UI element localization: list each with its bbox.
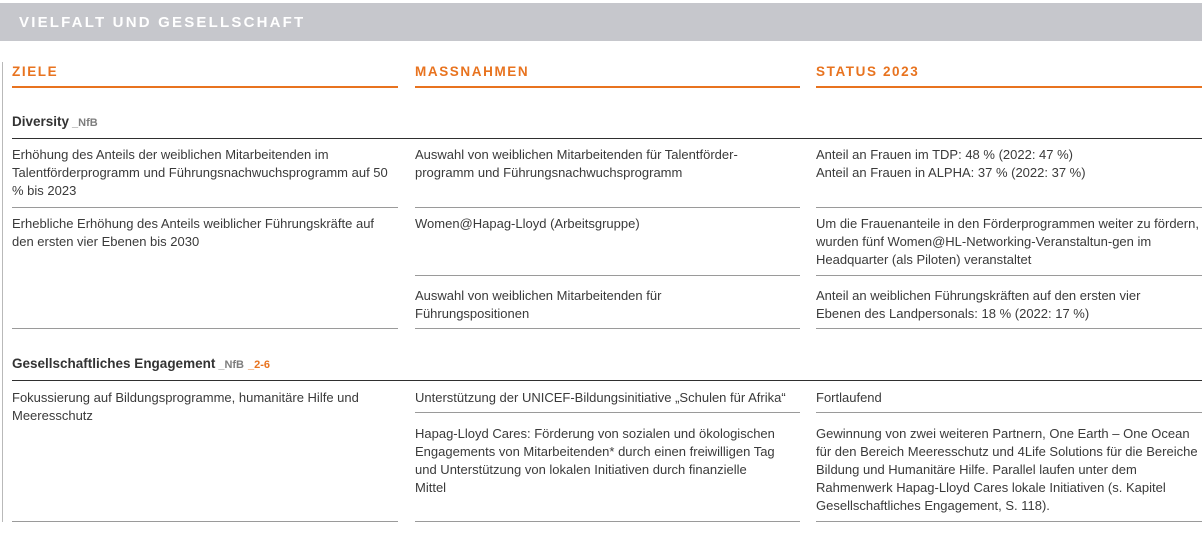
diversity-status-1-line-2: Anteil an Frauen in ALPHA: 37 % (2022: 37 %) (816, 165, 1086, 180)
diversity-heading-text: Diversity (12, 114, 70, 129)
section-banner (0, 3, 1202, 41)
engagement-goal-1: Fokussierung auf Bildungsprogramme, humanitäre Hilfe und Meeresschutz (12, 390, 359, 423)
row-separator (816, 328, 1202, 329)
row-separator (415, 328, 800, 329)
engagement-measure-1: Unterstützung der UNICEF-Bildungsinitiative „Schulen für Afrika“ (415, 390, 786, 405)
engagement-heading-rule (12, 380, 1202, 381)
row-separator (12, 328, 398, 329)
row-separator (816, 275, 1202, 276)
row-separator (415, 275, 800, 276)
row-separator (816, 207, 1202, 208)
engagement-gri-ref: _2-6 (248, 359, 271, 371)
diversity-status-2: Um die Frauenanteile in den Förderprogrammen weiter zu fördern, wurden fünf Women@HL-Networking-Veranstaltun-gen im Headquarter (als Piloten) veranstaltet (816, 216, 1199, 267)
diversity-measure-3: Auswahl von weiblichen Mitarbeitenden für Führungspositionen (415, 288, 662, 321)
section-heading-engagement (12, 356, 270, 376)
section-heading-diversity (12, 114, 98, 134)
column-header-status: STATUS 2023 (816, 64, 1202, 88)
diversity-measure-2: Women@Hapag-Lloyd (Arbeitsgruppe) (415, 216, 640, 231)
diversity-status-1 (816, 146, 1196, 182)
row-separator (415, 412, 800, 413)
column-header-ziele: ZIELE (12, 64, 398, 88)
diversity-goal-1: Erhöhung des Anteils der weiblichen Mitarbeitenden im Talentförderprogramm und Führungsnachwuchsprogramm auf 50 % bis 2023 (12, 147, 388, 198)
engagement-heading-text: Gesellschaftliches Engagement (12, 356, 216, 371)
diversity-status-3: Anteil an weiblichen Führungskräften auf den ersten vier Ebenen des Landpersonals: 18 % (2022: 17 %) (816, 288, 1141, 321)
engagement-status-1: Fortlaufend (816, 390, 882, 405)
row-separator (415, 521, 800, 522)
diversity-goal-2: Erhebliche Erhöhung des Anteils weiblicher Führungskräfte auf den ersten vier Ebenen bis 2030 (12, 216, 375, 249)
row-separator (12, 207, 398, 208)
row-separator (816, 412, 1202, 413)
diversity-heading-rule (12, 138, 1202, 139)
engagement-status-2: Gewinnung von zwei weiteren Partnern, One Earth – One Ocean für den Bereich Meeresschutz und 4Life Solutions für die Bereiche Bildung und Humanitäre Hilfe. Parallel laufen unter dem Rahmenwerk Hapag-Lloyd Cares lokale Initiativen (s. Kapitel Gesellschaftliches Engagement, S. 118). (816, 426, 1198, 513)
engagement-nfb-tag: _NfB (218, 359, 244, 371)
diversity-nfb-tag: _NfB (72, 117, 98, 129)
row-separator (12, 521, 398, 522)
diversity-measure-1: Auswahl von weiblichen Mitarbeitenden für Talentförder-programm und Führungsnachwuchsprogramm (415, 147, 738, 180)
column-header-massnahmen: MASSNAHMEN (415, 64, 800, 88)
row-separator (816, 521, 1202, 522)
diversity-status-1-line-1: Anteil an Frauen im TDP: 48 % (2022: 47 %) (816, 147, 1073, 162)
row-separator (415, 207, 800, 208)
left-margin-line (2, 62, 3, 522)
section-title: VIELFALT UND GESELLSCHAFT (19, 14, 306, 31)
engagement-measure-2: Hapag-Lloyd Cares: Förderung von sozialen und ökologischen Engagements von Mitarbeitenden* durch einen freiwilligen Tag und Unterstützung von lokalen Initiativen durch finanzielle Mittel (415, 426, 775, 495)
